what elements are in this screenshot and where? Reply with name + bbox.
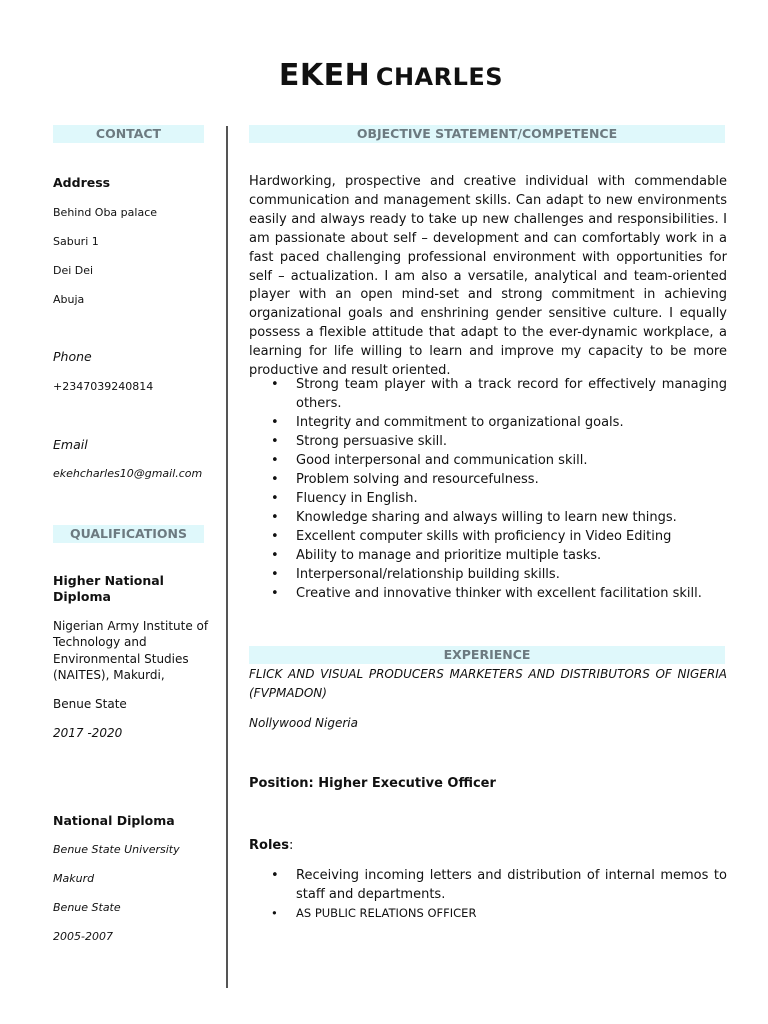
skill-item: • Excellent computer skills with proficiency in Video Editing [249, 527, 727, 546]
qualification-title: Higher National [53, 573, 164, 588]
skill-item: • Ability to manage and prioritize multiple tasks. [249, 546, 727, 565]
roles-colon: : [288, 838, 294, 853]
last-name: CHARLES [375, 63, 504, 91]
institution-line: Technology and [53, 635, 147, 649]
phone-label: Phone [53, 349, 92, 364]
skill-item: • Knowledge sharing and always willing to learn new things. [249, 508, 727, 527]
skills-list [249, 375, 727, 603]
address-line: Saburi 1 [53, 235, 99, 248]
skill-item: • Good interpersonal and communication skill. [249, 451, 727, 470]
roles-heading [249, 838, 727, 853]
objective-heading: OBJECTIVE STATEMENT/COMPETENCE [249, 125, 725, 143]
qualification-city: Makurd [53, 872, 95, 885]
objective-paragraph: Hardworking, prospective and creative individual with commendable communication and management skills. Can adapt to new environments easily and always ready to take up new challenges and responsibilities. I am passionate about self – development and can comfortably work in a fast paced challenging professional environment with opportunities for self – actualization. I am also a versatile, analytical and team-oriented player with an open mind-set and strong commitment in achieving organizational goals and enshrining gender sensitive culture. I equally possess a flexible attitude that adapt to the ever-dynamic workplace, a learning for life willing to learn and improve my capacity to be more productive and result oriented. [249, 174, 727, 379]
experience-location: Nollywood Nigeria [249, 716, 358, 730]
experience-company: FLICK AND VISUAL PRODUCERS MARKETERS AND DISTRIBUTORS OF NIGERIA (FVPMADON) [249, 667, 727, 700]
qualification-title: Diploma [53, 589, 111, 604]
address-line: Dei Dei [53, 264, 94, 277]
qualification-institution: Benue State University [53, 843, 180, 856]
institution-line: Nigerian Army Institute of [53, 619, 209, 633]
email-label: Email [53, 437, 88, 452]
qualification-years: 2005-2007 [53, 930, 113, 943]
first-name: EKEH [278, 58, 371, 93]
address-line: Behind Oba palace [53, 206, 158, 219]
email-address: ekehcharles10@gmail.com [53, 467, 203, 480]
address-label: Address [53, 175, 111, 190]
column-divider [226, 126, 228, 988]
roles-label: Roles [249, 838, 289, 853]
qualifications-heading: QUALIFICATIONS [53, 525, 204, 543]
address-line: Abuja [53, 293, 85, 306]
qualification-state: Benue State [53, 901, 121, 914]
roles-list [249, 866, 727, 923]
experience-heading: EXPERIENCE [249, 646, 725, 664]
role-item: • Receiving incoming letters and distribution of internal memos to staff and departments. [249, 866, 727, 904]
skill-item: • Strong team player with a track record for effectively managing others. [249, 375, 727, 413]
skill-item: • Integrity and commitment to organizational goals. [249, 413, 727, 432]
skill-item: • Interpersonal/relationship building skills. [249, 565, 727, 584]
qualification-title: National Diploma [53, 813, 175, 828]
phone-number: +2347039240814 [53, 380, 154, 393]
skill-item: • Creative and innovative thinker with excellent facilitation skill. [249, 584, 727, 603]
qualification-state: Benue State [53, 697, 127, 711]
skill-item: • Problem solving and resourcefulness. [249, 470, 727, 489]
experience-position: Position: Higher Executive Officer [249, 776, 496, 791]
institution-line: Environmental Studies [53, 652, 189, 666]
institution-line: (NAITES), Makurdi, [53, 668, 165, 682]
skill-item: • Fluency in English. [249, 489, 727, 508]
candidate-name [0, 58, 768, 93]
role-item: • AS PUBLIC RELATIONS OFFICER [249, 904, 727, 923]
contact-heading: CONTACT [53, 125, 204, 143]
skill-item: • Strong persuasive skill. [249, 432, 727, 451]
qualification-years: 2017 -2020 [53, 726, 123, 740]
